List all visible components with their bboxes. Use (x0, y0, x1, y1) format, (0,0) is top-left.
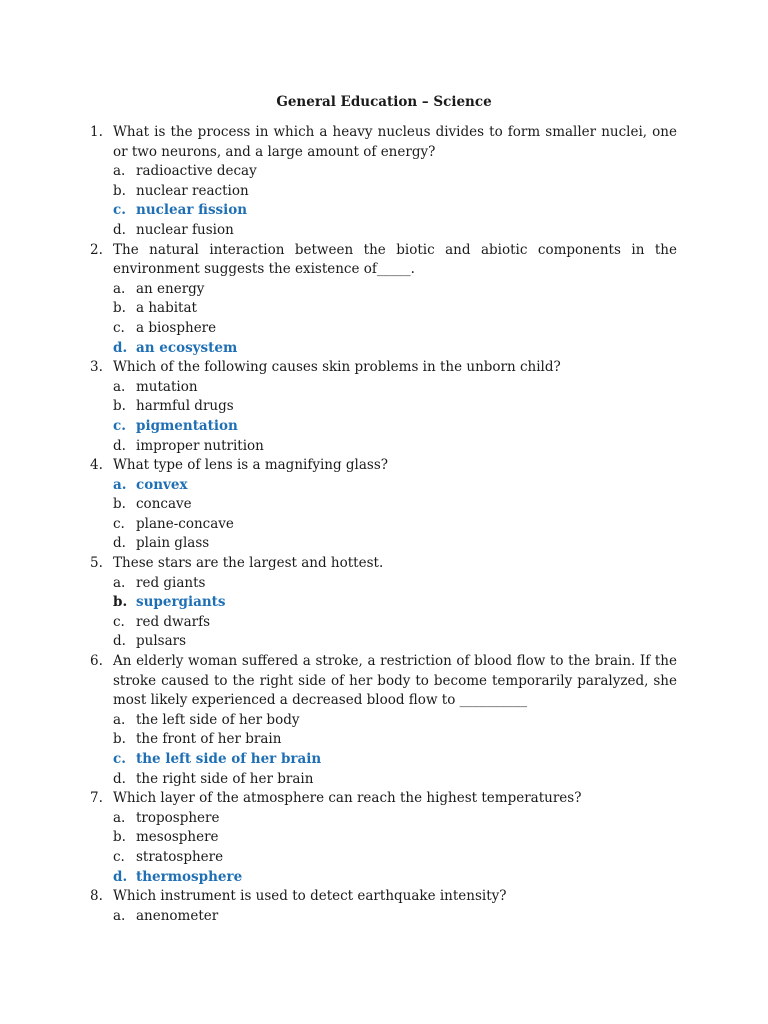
question-item (90, 887, 677, 926)
option-text: nuclear reaction (136, 182, 249, 199)
question-text: These stars are the largest and hottest. (113, 555, 384, 572)
option-letter: a. (113, 809, 126, 826)
option-text: harmful drugs (136, 398, 234, 415)
option-text: pigmentation (136, 417, 238, 434)
question-text: Which instrument is used to detect earthquake intensity? (113, 888, 507, 905)
option-item (113, 534, 677, 554)
question-number: 2. (90, 241, 103, 258)
question-item (90, 554, 677, 652)
option-text: red dwarfs (136, 613, 210, 630)
option-letter: a. (113, 574, 126, 591)
option-item (113, 632, 677, 652)
option-letter: a. (113, 378, 126, 395)
option-item-correct (113, 201, 677, 221)
option-item-correct (113, 417, 677, 437)
question-item (90, 123, 677, 241)
option-item (113, 397, 677, 417)
option-letter: a. (113, 476, 127, 493)
option-text: the left side of her brain (136, 751, 322, 767)
option-text: nuclear fusion (136, 221, 234, 238)
question-number: 8. (90, 888, 103, 905)
question-number: 1. (90, 124, 103, 140)
option-item-correct (113, 593, 677, 613)
option-item (113, 495, 677, 515)
option-letter: a. (113, 280, 126, 297)
option-letter: c. (113, 515, 125, 532)
option-item (113, 770, 677, 790)
option-list (113, 711, 677, 789)
option-letter: d. (113, 437, 126, 454)
option-letter: d. (113, 535, 126, 552)
option-item (113, 280, 677, 300)
option-letter: c. (113, 319, 125, 336)
option-item-correct (113, 868, 677, 888)
question-text: The natural interaction between the biotic and abiotic components in the environment suggests the existence of_____. (113, 241, 677, 278)
option-item (113, 437, 677, 457)
option-text: a biosphere (136, 319, 217, 336)
option-item (113, 221, 677, 241)
option-letter: c. (113, 751, 126, 767)
option-item (113, 182, 677, 202)
option-text: mutation (136, 378, 198, 395)
option-letter: b. (113, 731, 126, 748)
option-item (113, 574, 677, 594)
option-text: a habitat (136, 300, 197, 317)
option-item-correct (113, 750, 677, 770)
option-list (113, 907, 677, 927)
question-number: 4. (90, 457, 103, 474)
question-item (90, 241, 677, 359)
option-text: pulsars (136, 633, 187, 650)
option-list (113, 280, 677, 358)
question-list (90, 123, 677, 926)
option-letter: c. (113, 417, 126, 434)
option-letter: c. (113, 202, 126, 219)
option-letter: c. (113, 613, 125, 630)
option-list (113, 574, 677, 652)
option-list (113, 378, 677, 456)
option-text: radioactive decay (136, 163, 257, 180)
option-item (113, 711, 677, 731)
question-item (90, 456, 677, 554)
option-letter: d. (113, 339, 128, 356)
option-item (113, 162, 677, 182)
option-letter: d. (113, 770, 126, 787)
question-item (90, 652, 677, 789)
question-text: What is the process in which a heavy nucleus divides to form smaller nuclei, one or two neurons, and a large amount of energy? (113, 124, 677, 160)
question-item (90, 358, 677, 456)
question-item (90, 789, 677, 887)
option-item (113, 907, 677, 927)
option-item (113, 809, 677, 829)
option-text: an energy (136, 280, 205, 297)
option-item-correct (113, 476, 677, 496)
option-letter: b. (113, 182, 126, 199)
option-item (113, 828, 677, 848)
option-letter: b. (113, 829, 126, 846)
question-text: Which layer of the atmosphere can reach the highest temperatures? (113, 790, 582, 807)
option-text: concave (136, 496, 192, 513)
option-letter: b. (113, 594, 128, 611)
option-letter: d. (113, 221, 126, 238)
option-list (113, 809, 677, 887)
question-number: 3. (90, 359, 103, 376)
page-title: General Education – Science (276, 94, 492, 110)
option-text: troposphere (136, 809, 220, 826)
option-text: improper nutrition (136, 437, 264, 454)
option-text: supergiants (136, 594, 226, 611)
option-item (113, 319, 677, 339)
option-text: mesosphere (136, 829, 219, 846)
option-item (113, 848, 677, 868)
option-list (113, 476, 677, 554)
option-item (113, 378, 677, 398)
option-letter: b. (113, 300, 126, 317)
option-letter: b. (113, 496, 126, 513)
option-text: red giants (136, 574, 206, 591)
option-text: anenometer (136, 907, 219, 924)
option-item (113, 613, 677, 633)
option-letter: a. (113, 907, 126, 924)
option-letter: a. (113, 163, 126, 180)
option-list (113, 162, 677, 240)
question-text: What type of lens is a magnifying glass? (113, 457, 388, 474)
option-letter: d. (113, 633, 126, 650)
question-number: 5. (90, 555, 103, 572)
option-item (113, 299, 677, 319)
option-item (113, 515, 677, 535)
option-item (113, 730, 677, 750)
question-number: 6. (90, 653, 103, 670)
option-item-correct (113, 339, 677, 359)
option-text: thermosphere (136, 868, 243, 885)
option-text: stratosphere (136, 848, 224, 865)
option-text: the front of her brain (136, 731, 282, 748)
option-letter: b. (113, 398, 126, 415)
option-text: the left side of her body (136, 711, 300, 728)
option-letter: c. (113, 848, 125, 865)
question-number: 7. (90, 790, 103, 807)
option-text: plain glass (136, 535, 210, 552)
option-letter: a. (113, 711, 126, 728)
option-letter: d. (113, 868, 128, 885)
question-text: An elderly woman suffered a stroke, a restriction of blood flow to the brain. If the stroke caused to the right side of her body to become temporarily paralyzed, she most likely experienced a decreased blood flow to __________ (113, 653, 677, 709)
option-text: the right side of her brain (136, 770, 314, 787)
option-text: convex (136, 476, 188, 493)
option-text: an ecosystem (136, 339, 238, 356)
option-text: nuclear fission (136, 202, 248, 219)
option-text: plane-concave (136, 515, 234, 532)
question-text: Which of the following causes skin problems in the unborn child? (113, 359, 561, 376)
